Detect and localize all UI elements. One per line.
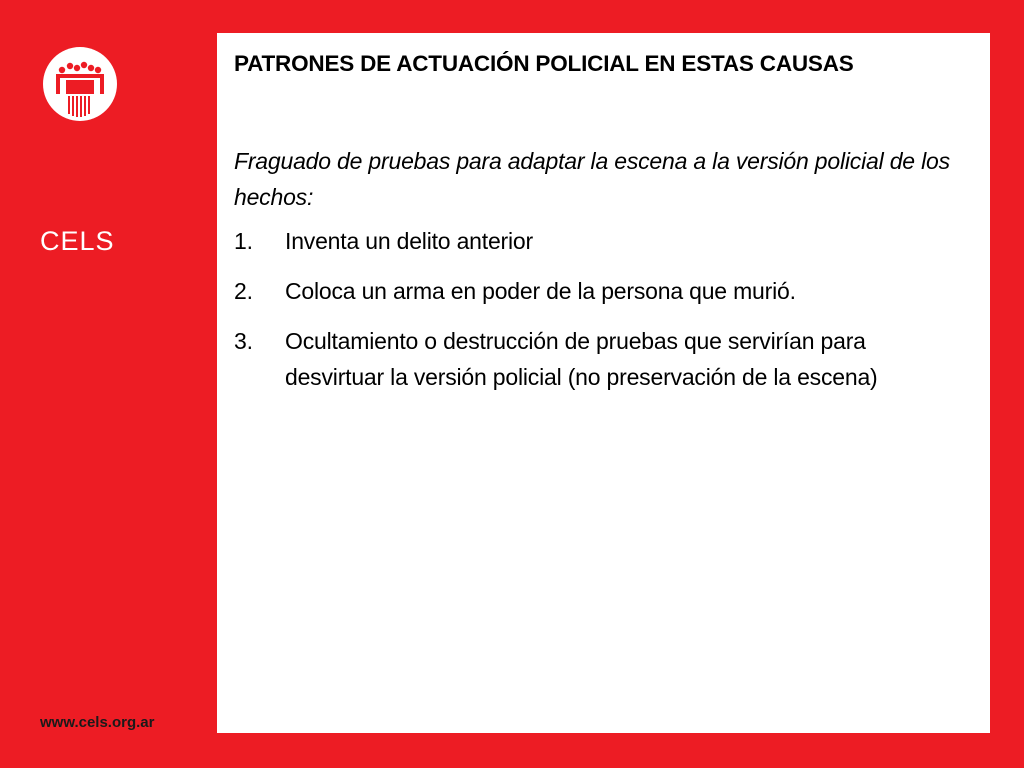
list-item [234,273,970,309]
content-panel [217,33,990,733]
brand-name: CELS [40,226,115,256]
website-link[interactable]: www.cels.org.ar [40,714,155,731]
list-item-number: 3. [234,328,253,354]
numbered-list [234,223,970,395]
list-item-number: 1. [234,228,253,254]
list-item-text: Coloca un arma en poder de la persona que murió. [285,278,796,304]
list-item [234,223,970,259]
list-item-number: 2. [234,278,253,304]
intro-text: Fraguado de pruebas para adaptar la escena a la versión policial de los hechos: [234,148,950,210]
slide-title: PATRONES DE ACTUACIÓN POLICIAL EN ESTAS CAUSAS [234,51,854,76]
list-item-text: Inventa un delito anterior [285,228,533,254]
cels-logo-icon [42,46,118,122]
list-item-text: Ocultamiento o destrucción de pruebas que servirían para desvirtuar la versión policial (no preservación de la escena) [285,328,878,390]
list-item [234,323,970,395]
